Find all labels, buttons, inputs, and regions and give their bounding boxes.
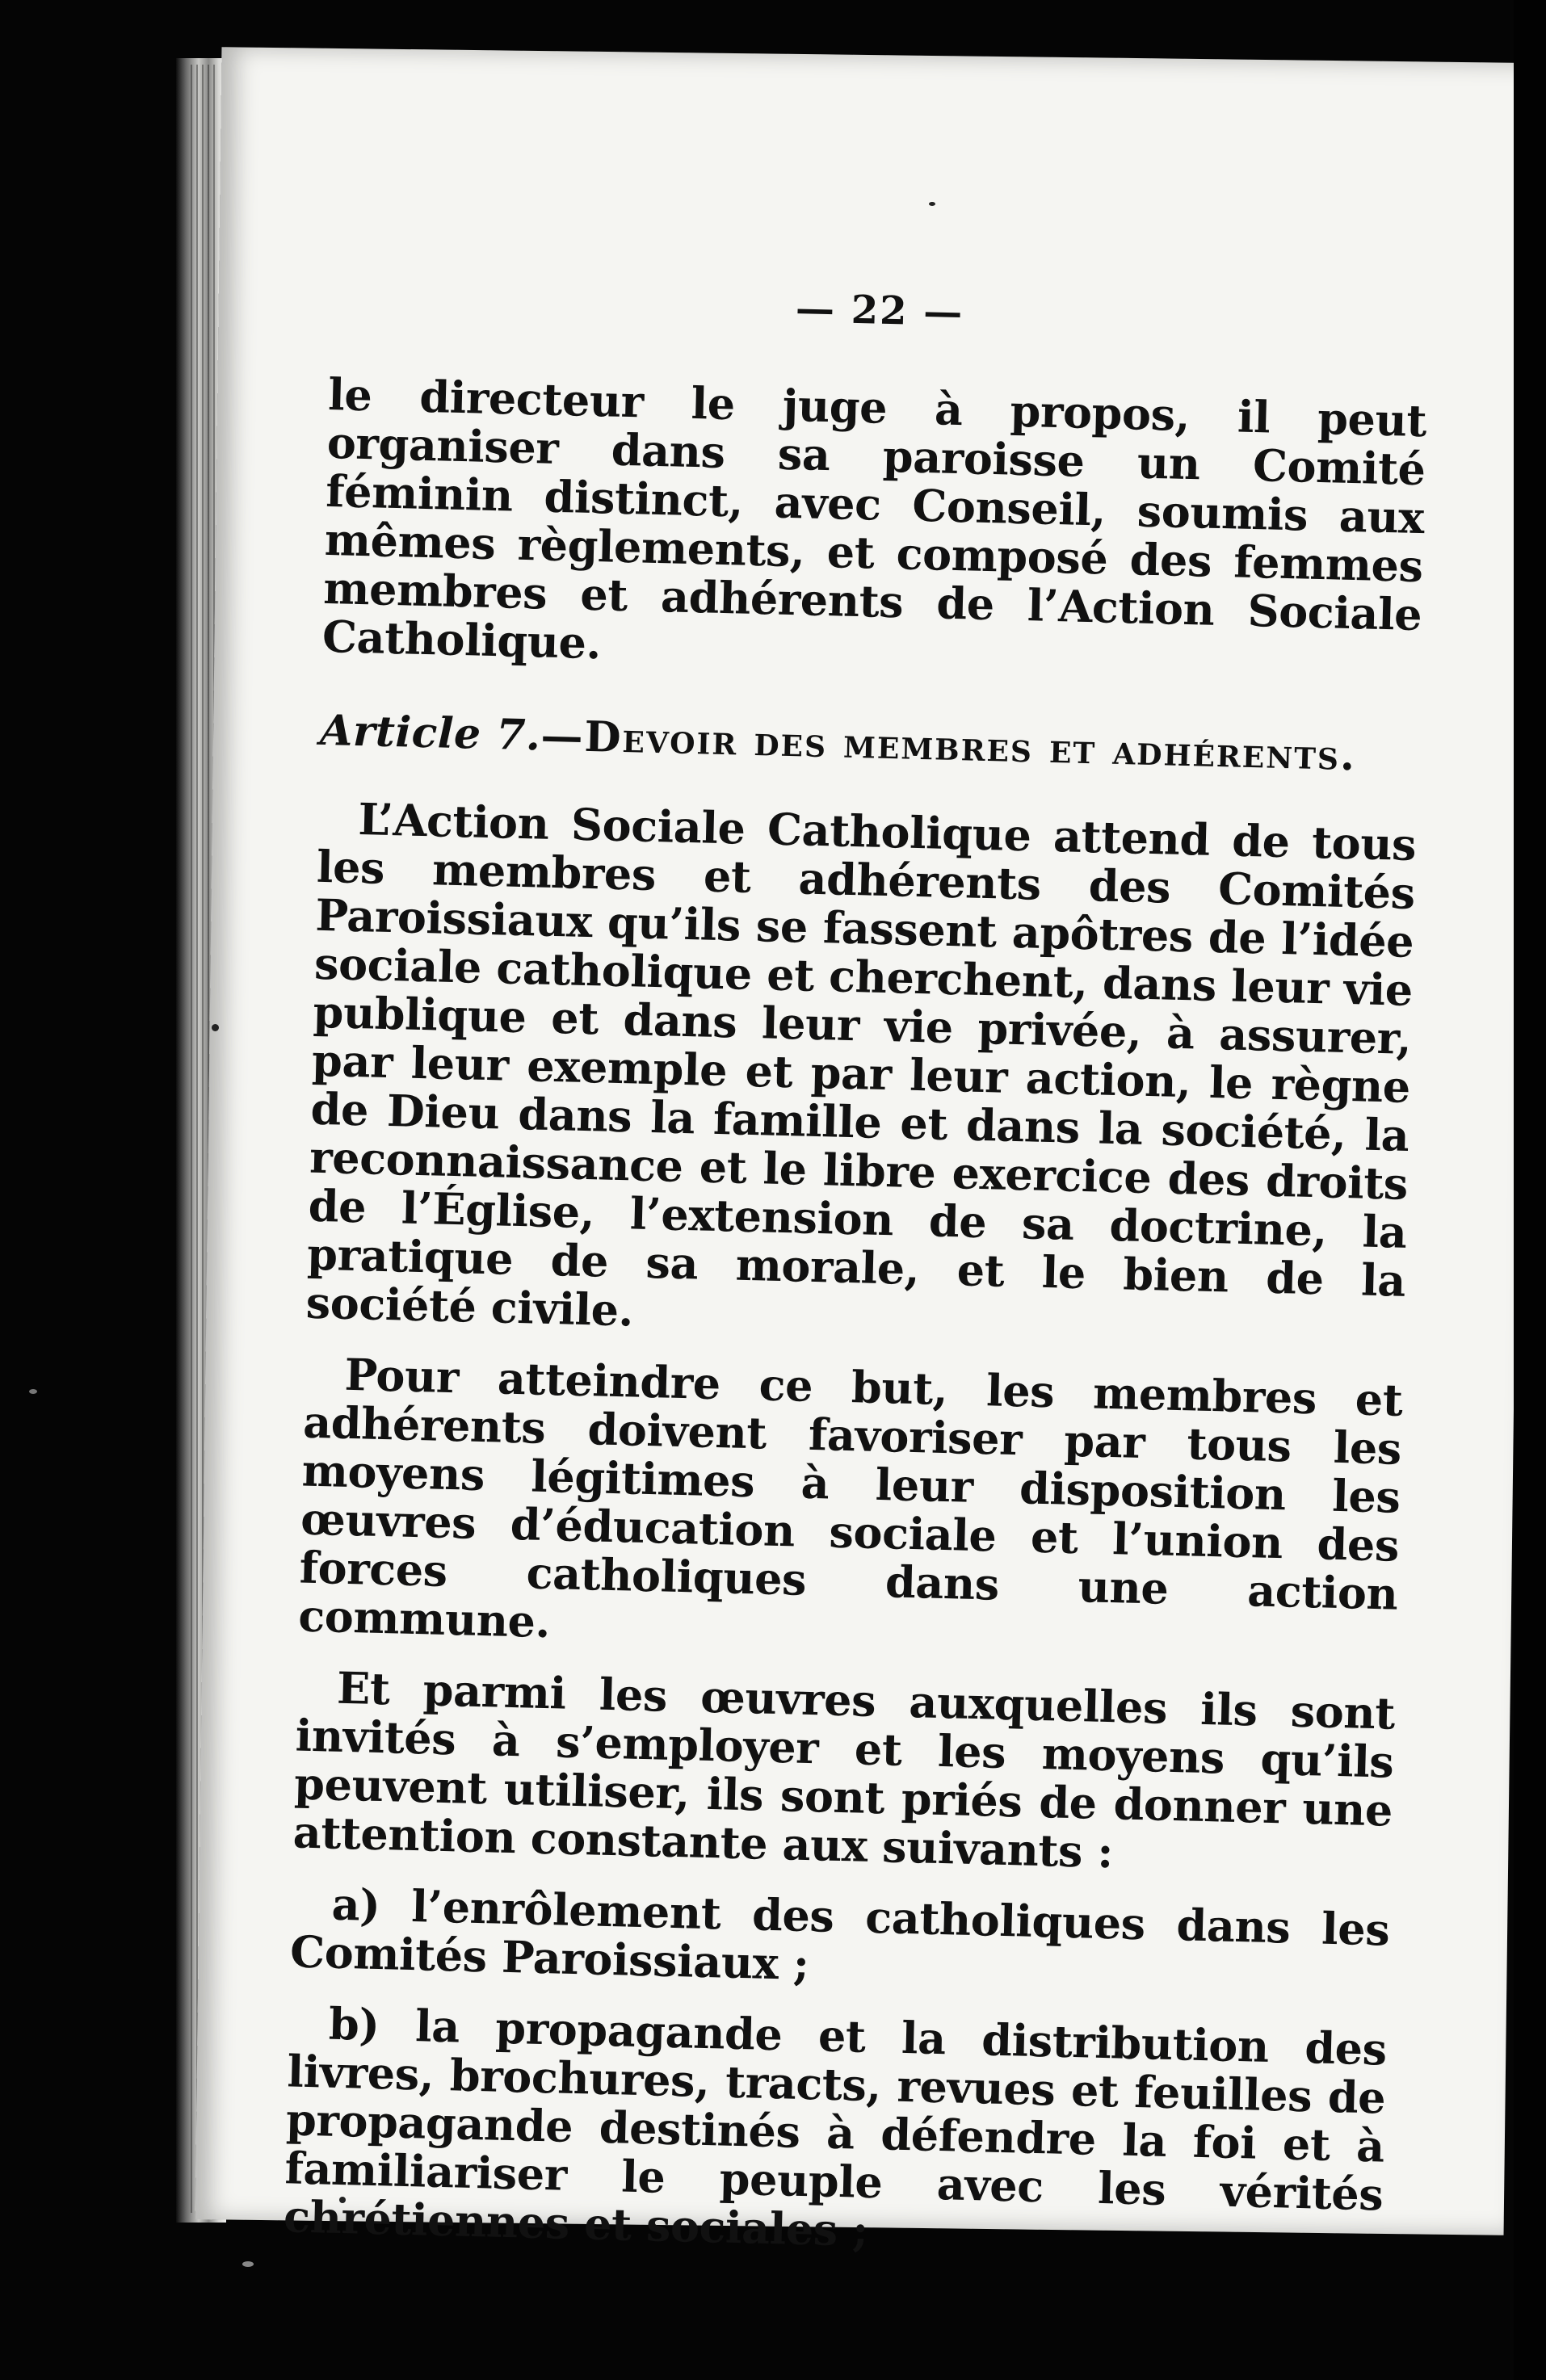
dust-speck <box>242 2261 254 2267</box>
dust-speck <box>29 1389 37 1394</box>
dust-speck <box>212 1024 219 1031</box>
paragraph: L’Action Sociale Catholique attend de tous les membres et adhérents des Comités Paroissiaux qu’ils se fassent apôtres de l’idée sociale catholique et cherchent, dans leur vie publique et dans leur vie privée, à assurer, par leur exemple et par leur action, le règne de Dieu dans la famille et dans la société, la reconnaissance et le libre exercice des droits de l’Église, l’extension de sa doctrine, la pratique de sa morale, et le bien de la société civile. <box>305 793 1417 1337</box>
paragraph: le directeur le juge à propos, il peut organiser dans sa paroisse un Comité féminin distinct, avec Conseil, soumis aux mêmes règlements, et composé des femmes membres et adhérents de l’Action Sociale Catholique. <box>321 367 1427 670</box>
article-label: Article 7. <box>319 705 542 761</box>
page-number: — 22 — <box>795 286 964 336</box>
list-item: a) l’enrôlement des catholiques dans les Comités Paroissiaux ; <box>289 1878 1391 1991</box>
list-item: b) la propagande et la distribution des livres, brochures, tracts, revues et feuilles de propagande destinés à défendre la foi et à familiariser le peuple avec les vérités chrétiennes et sociales ; <box>283 1997 1388 2256</box>
right-margin-dark <box>1514 0 1546 2380</box>
page-text <box>284 275 1430 2268</box>
paragraph: Pour atteindre ce but, les membres et adhérents doivent favoriser par tous les moyens légitimes à leur disposition les œuvres d’éducation sociale et l’union des forces catholiques dans une action commune. <box>297 1348 1404 1648</box>
paragraph: Et parmi les œuvres auxquelles ils sont invités à s’employer et les moyens qu’ils peuvent utiliser, ils sont priés de donner une attention constante aux suivants : <box>292 1661 1396 1878</box>
article-title: —Devoir des membres et adhérents. <box>540 711 1357 781</box>
dust-speck <box>929 202 935 206</box>
article-heading <box>319 706 1418 782</box>
